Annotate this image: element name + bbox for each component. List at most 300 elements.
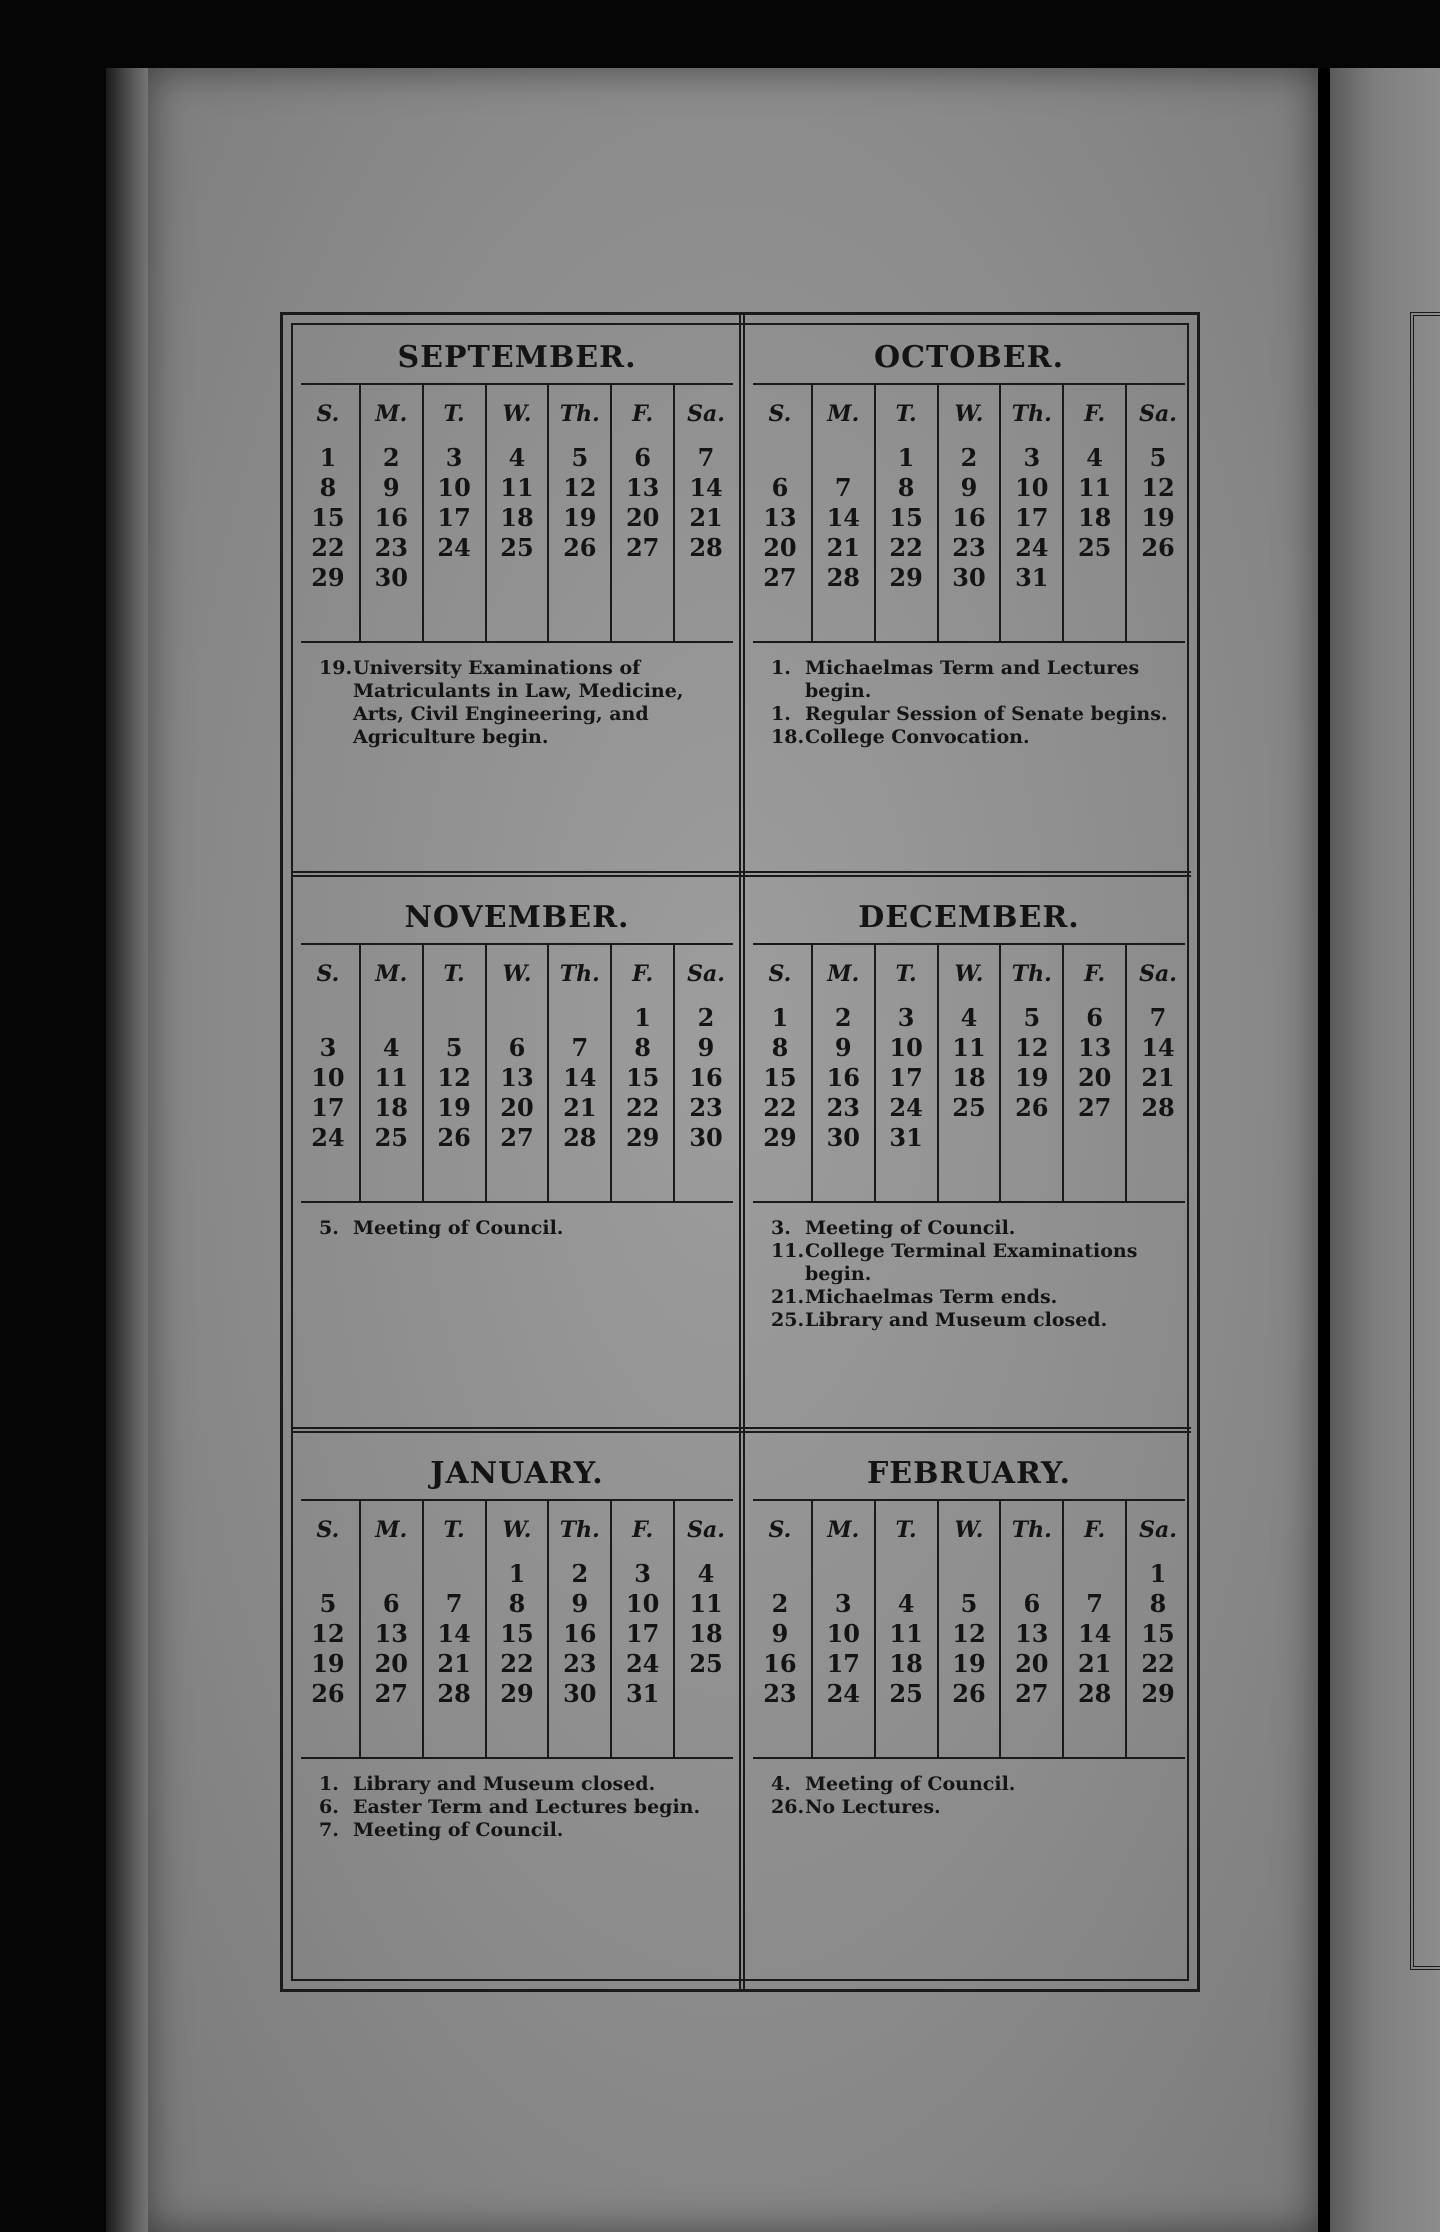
spacer-cell [1126,593,1189,641]
day-header-row [297,945,737,1003]
note-day: 6. [319,1796,339,1818]
day-cell: 14 [423,1619,486,1649]
week-row [297,563,737,593]
day-cell: 6 [360,1589,423,1619]
day-cell: 9 [771,1619,789,1648]
day-header: W. [938,385,1001,443]
day-cell: 16 [548,1619,611,1649]
month-grid [749,385,1189,641]
month-grid [297,945,737,1201]
day-header: F. [1063,945,1126,1003]
day-cell: 26 [311,1679,345,1708]
day-cell: 28 [674,533,737,563]
spacer-cell [749,1153,812,1201]
day-header-row [297,1501,737,1559]
day-header: Th. [548,1501,611,1559]
day-header: S. [316,961,340,987]
grid-spacer-row [749,1153,1189,1201]
spacer-cell [938,593,1001,641]
day-cell: 15 [486,1619,549,1649]
month-notes [297,1203,737,1321]
day-cell: 12 [1126,473,1189,503]
note-day: 18. [771,726,805,748]
day-header: T. [875,385,938,443]
spacer-cell [812,593,875,641]
month-block [297,327,737,761]
day-cell: 15 [875,503,938,533]
day-cell: 28 [423,1679,486,1709]
spacer-cell [749,1709,812,1757]
day-cell: 28 [1063,1679,1126,1709]
spacer-cell [1126,1709,1189,1757]
grid-spacer-row [297,593,737,641]
day-header: Th. [548,945,611,1003]
day-cell: 26 [1126,533,1189,563]
note-text: Meeting of Council. [353,1217,564,1239]
day-cell: 23 [763,1679,797,1708]
month-block [297,887,737,1321]
day-header: Sa. [674,1501,737,1559]
day-cell: 11 [486,473,549,503]
day-cell: 30 [360,563,423,593]
day-header: Sa. [1126,385,1189,443]
note-day: 26. [771,1796,805,1818]
month-block [749,1443,1189,1877]
day-cell: 2 [360,443,423,473]
day-cell: 28 [1126,1093,1189,1123]
day-header: W. [938,945,1001,1003]
spacer-cell [938,1709,1001,1757]
day-cell: 27 [763,563,797,592]
spacer-cell [360,1153,423,1201]
spacer-cell [1063,1709,1126,1757]
day-cell: 2 [812,1003,875,1033]
week-row [749,503,1189,533]
day-cell [423,1559,486,1589]
binding-gutter [1318,68,1330,2232]
week-row [749,1679,1189,1709]
day-cell: 9 [938,473,1001,503]
month-grid [749,945,1189,1201]
day-cell [674,1679,737,1709]
day-cell: 20 [1063,1063,1126,1093]
day-header: F. [1063,385,1126,443]
grid-spacer-row [297,1153,737,1201]
day-cell: 18 [674,1619,737,1649]
day-cell: 16 [763,1649,797,1678]
grid-spacer-row [749,1709,1189,1757]
day-cell: 19 [548,503,611,533]
month-grid [297,1501,737,1757]
week-row [297,1589,737,1619]
week-row [297,1679,737,1709]
day-header: Sa. [674,385,737,443]
day-cell: 10 [311,1063,345,1092]
spacer-cell [875,593,938,641]
day-cell [548,1003,611,1033]
week-row [749,443,1189,473]
day-cell: 11 [1063,473,1126,503]
note-item [771,1309,1181,1332]
month-notes [749,1203,1189,1331]
day-header: T. [875,945,938,1003]
day-cell: 4 [875,1589,938,1619]
day-header-row [297,385,737,443]
month-title: SEPTEMBER. [397,340,637,375]
day-cell: 29 [1126,1679,1189,1709]
day-cell: 13 [1063,1033,1126,1063]
day-cell: 23 [938,533,1001,563]
day-cell: 11 [875,1619,938,1649]
spacer-cell [548,1153,611,1201]
note-text: Regular Session of Senate begins. [805,703,1168,725]
note-day: 7. [319,1819,339,1841]
spacer-cell [611,593,674,641]
day-cell: 27 [486,1123,549,1153]
week-row [749,1649,1189,1679]
day-cell: 25 [875,1679,938,1709]
day-cell: 21 [1063,1649,1126,1679]
day-cell: 8 [1126,1589,1189,1619]
day-cell: 22 [1126,1649,1189,1679]
week-row [297,1063,737,1093]
day-header: M. [812,1501,875,1559]
day-cell [1126,1123,1189,1153]
month-block [297,1443,737,1877]
day-cell: 5 [938,1589,1001,1619]
month-notes [749,1759,1189,1877]
day-cell: 12 [548,473,611,503]
day-cell [486,563,549,593]
day-cell [674,563,737,593]
day-cell: 19 [1000,1063,1063,1093]
note-text: University Examinations of Matriculants in Law, Medicine, Arts, Civil Engineering, and Agriculture begin. [353,657,684,748]
month-title: FEBRUARY. [867,1456,1071,1491]
note-text: Meeting of Council. [805,1217,1016,1239]
day-cell: 19 [1126,503,1189,533]
spacer-cell [1126,1153,1189,1201]
day-cell: 26 [423,1123,486,1153]
note-day: 1. [771,703,791,725]
day-cell: 22 [875,533,938,563]
spacer-cell [674,593,737,641]
day-cell: 21 [548,1093,611,1123]
day-cell [1063,563,1126,593]
day-cell: 2 [771,1589,789,1618]
day-header: M. [812,945,875,1003]
week-row [297,1649,737,1679]
day-header: Th. [548,385,611,443]
day-cell: 13 [763,503,797,532]
facing-page-frame [1410,312,1440,1970]
month-notes [749,643,1189,761]
week-row [297,1619,737,1649]
note-day: 1. [771,657,791,679]
day-header: T. [423,945,486,1003]
day-cell: 21 [423,1649,486,1679]
day-cell: 14 [812,503,875,533]
note-day: 1. [319,1773,339,1795]
week-row [749,1559,1189,1589]
day-cell: 1 [875,443,938,473]
day-cell: 29 [311,563,345,592]
day-cell: 6 [486,1033,549,1063]
spacer-cell [812,1153,875,1201]
day-cell: 5 [423,1033,486,1063]
day-cell: 12 [938,1619,1001,1649]
day-cell: 8 [771,1033,789,1062]
day-cell: 4 [938,1003,1001,1033]
day-cell: 8 [875,473,938,503]
note-text: Library and Museum closed. [353,1773,656,1795]
day-cell: 26 [938,1679,1001,1709]
day-cell: 4 [360,1033,423,1063]
day-cell: 25 [938,1093,1001,1123]
note-item [771,1773,1181,1796]
week-row [749,533,1189,563]
week-row [297,533,737,563]
day-cell [423,1003,486,1033]
day-cell: 3 [611,1559,674,1589]
day-cell: 13 [360,1619,423,1649]
week-row [749,1093,1189,1123]
day-header: F. [611,945,674,1003]
day-header: M. [360,1501,423,1559]
day-cell: 3 [812,1589,875,1619]
day-cell [423,563,486,593]
day-cell: 23 [548,1649,611,1679]
day-header: S. [768,961,792,987]
day-cell [1063,1123,1126,1153]
day-cell: 13 [486,1063,549,1093]
day-cell: 29 [486,1679,549,1709]
day-cell: 31 [1000,563,1063,593]
note-text: Meeting of Council. [805,1773,1016,1795]
note-item [771,657,1181,703]
day-cell: 22 [763,1093,797,1122]
day-cell: 6 [771,473,789,502]
day-cell: 3 [875,1003,938,1033]
day-cell: 24 [875,1093,938,1123]
day-cell: 7 [548,1033,611,1063]
spacer-cell [297,1709,360,1757]
week-row [749,1589,1189,1619]
note-day: 11. [771,1240,805,1262]
day-header: Th. [1000,1501,1063,1559]
day-header: W. [938,1501,1001,1559]
day-cell [360,1559,423,1589]
day-cell: 3 [319,1033,337,1062]
spacer-cell [297,593,360,641]
note-text: Easter Term and Lectures begin. [353,1796,701,1818]
day-header-row [749,945,1189,1003]
day-header: T. [875,1501,938,1559]
day-cell [611,563,674,593]
day-cell: 1 [1126,1559,1189,1589]
day-cell [938,1123,1001,1153]
day-cell: 26 [1000,1093,1063,1123]
spacer-cell [1000,1153,1063,1201]
day-header: F. [1063,1501,1126,1559]
day-cell: 27 [611,533,674,563]
note-day: 19. [319,657,353,679]
spacer-cell [1063,1153,1126,1201]
day-cell: 7 [674,443,737,473]
day-cell: 22 [486,1649,549,1679]
day-cell: 6 [611,443,674,473]
day-cell: 6 [1063,1003,1126,1033]
day-cell: 10 [611,1589,674,1619]
day-cell: 8 [319,473,337,502]
month-notes [297,1759,737,1877]
day-header: Th. [1000,385,1063,443]
note-text: Meeting of Council. [353,1819,564,1841]
day-cell: 4 [1063,443,1126,473]
day-header: S. [768,401,792,427]
day-cell: 14 [674,473,737,503]
day-cell: 24 [423,533,486,563]
spacer-cell [297,1153,360,1201]
day-cell [297,1559,360,1589]
note-day: 5. [319,1217,339,1239]
month-title: NOVEMBER. [404,900,630,935]
day-cell: 14 [1063,1619,1126,1649]
day-header: W. [486,945,549,1003]
day-cell: 12 [1000,1033,1063,1063]
day-cell: 2 [674,1003,737,1033]
day-cell: 20 [1000,1649,1063,1679]
day-cell: 5 [548,443,611,473]
day-cell: 3 [423,443,486,473]
month-block [749,887,1189,1331]
day-cell: 23 [360,533,423,563]
day-cell [548,563,611,593]
day-cell: 21 [812,533,875,563]
day-cell: 19 [423,1093,486,1123]
spacer-cell [611,1709,674,1757]
month-title: OCTOBER. [873,340,1065,375]
day-cell: 28 [812,563,875,593]
grid-spacer-row [297,1709,737,1757]
day-cell: 14 [548,1063,611,1093]
day-cell: 11 [674,1589,737,1619]
day-header: F. [611,1501,674,1559]
spacer-cell [360,593,423,641]
day-cell: 28 [548,1123,611,1153]
day-cell: 5 [1126,443,1189,473]
day-header-row [749,385,1189,443]
day-header: W. [486,385,549,443]
note-text: College Terminal Examinations begin. [805,1240,1138,1285]
day-cell: 11 [938,1033,1001,1063]
day-cell: 9 [812,1033,875,1063]
day-cell: 4 [486,443,549,473]
day-cell: 18 [875,1649,938,1679]
spacer-cell [749,593,812,641]
note-item [319,1773,729,1796]
day-cell: 14 [1126,1033,1189,1063]
month-title: DECEMBER. [858,900,1080,935]
day-cell: 17 [1000,503,1063,533]
week-row [297,503,737,533]
day-cell: 10 [1000,473,1063,503]
day-cell: 15 [611,1063,674,1093]
note-item [319,1819,729,1842]
day-cell: 1 [486,1559,549,1589]
note-item [319,1796,729,1819]
day-cell: 23 [674,1093,737,1123]
week-row [297,1093,737,1123]
note-text: Library and Museum closed. [805,1309,1108,1331]
week-row [749,1123,1189,1153]
day-cell: 7 [1063,1589,1126,1619]
day-cell: 20 [763,533,797,562]
day-cell: 15 [763,1063,797,1092]
week-row [749,563,1189,593]
week-row [297,1003,737,1033]
day-cell: 10 [875,1033,938,1063]
day-cell: 17 [311,1093,345,1122]
day-header: S. [316,401,340,427]
day-cell [1000,1123,1063,1153]
spacer-cell [423,593,486,641]
day-cell: 27 [360,1679,423,1709]
spacer-cell [875,1153,938,1201]
day-cell: 10 [812,1619,875,1649]
note-day: 4. [771,1773,791,1795]
spacer-cell [360,1709,423,1757]
day-header: Th. [1000,945,1063,1003]
day-cell: 7 [1126,1003,1189,1033]
day-cell: 30 [938,563,1001,593]
day-cell [812,443,875,473]
day-header: M. [812,385,875,443]
day-cell: 4 [674,1559,737,1589]
day-header: Sa. [1126,1501,1189,1559]
spacer-cell [611,1153,674,1201]
day-cell: 6 [1000,1589,1063,1619]
day-cell: 29 [875,563,938,593]
day-cell: 20 [360,1649,423,1679]
day-cell: 7 [423,1589,486,1619]
spacer-cell [875,1709,938,1757]
day-cell [1063,1559,1126,1589]
day-header: Sa. [674,945,737,1003]
spacer-cell [548,593,611,641]
day-cell: 16 [812,1063,875,1093]
day-cell: 22 [611,1093,674,1123]
day-cell: 9 [674,1033,737,1063]
day-cell: 21 [1126,1063,1189,1093]
note-day: 3. [771,1217,791,1239]
day-header: M. [360,385,423,443]
column-divider [739,315,745,1989]
week-row [297,1559,737,1589]
left-page-edge [106,68,152,2232]
day-cell: 26 [548,533,611,563]
day-header: T. [423,385,486,443]
day-cell: 29 [763,1123,797,1152]
day-cell: 24 [311,1123,345,1152]
day-cell: 12 [311,1619,345,1648]
spacer-cell [674,1709,737,1757]
day-cell: 24 [812,1679,875,1709]
day-cell: 18 [486,503,549,533]
month-grid [749,1501,1189,1757]
day-cell [1126,563,1189,593]
note-item [771,703,1181,726]
band-divider [293,871,1191,877]
